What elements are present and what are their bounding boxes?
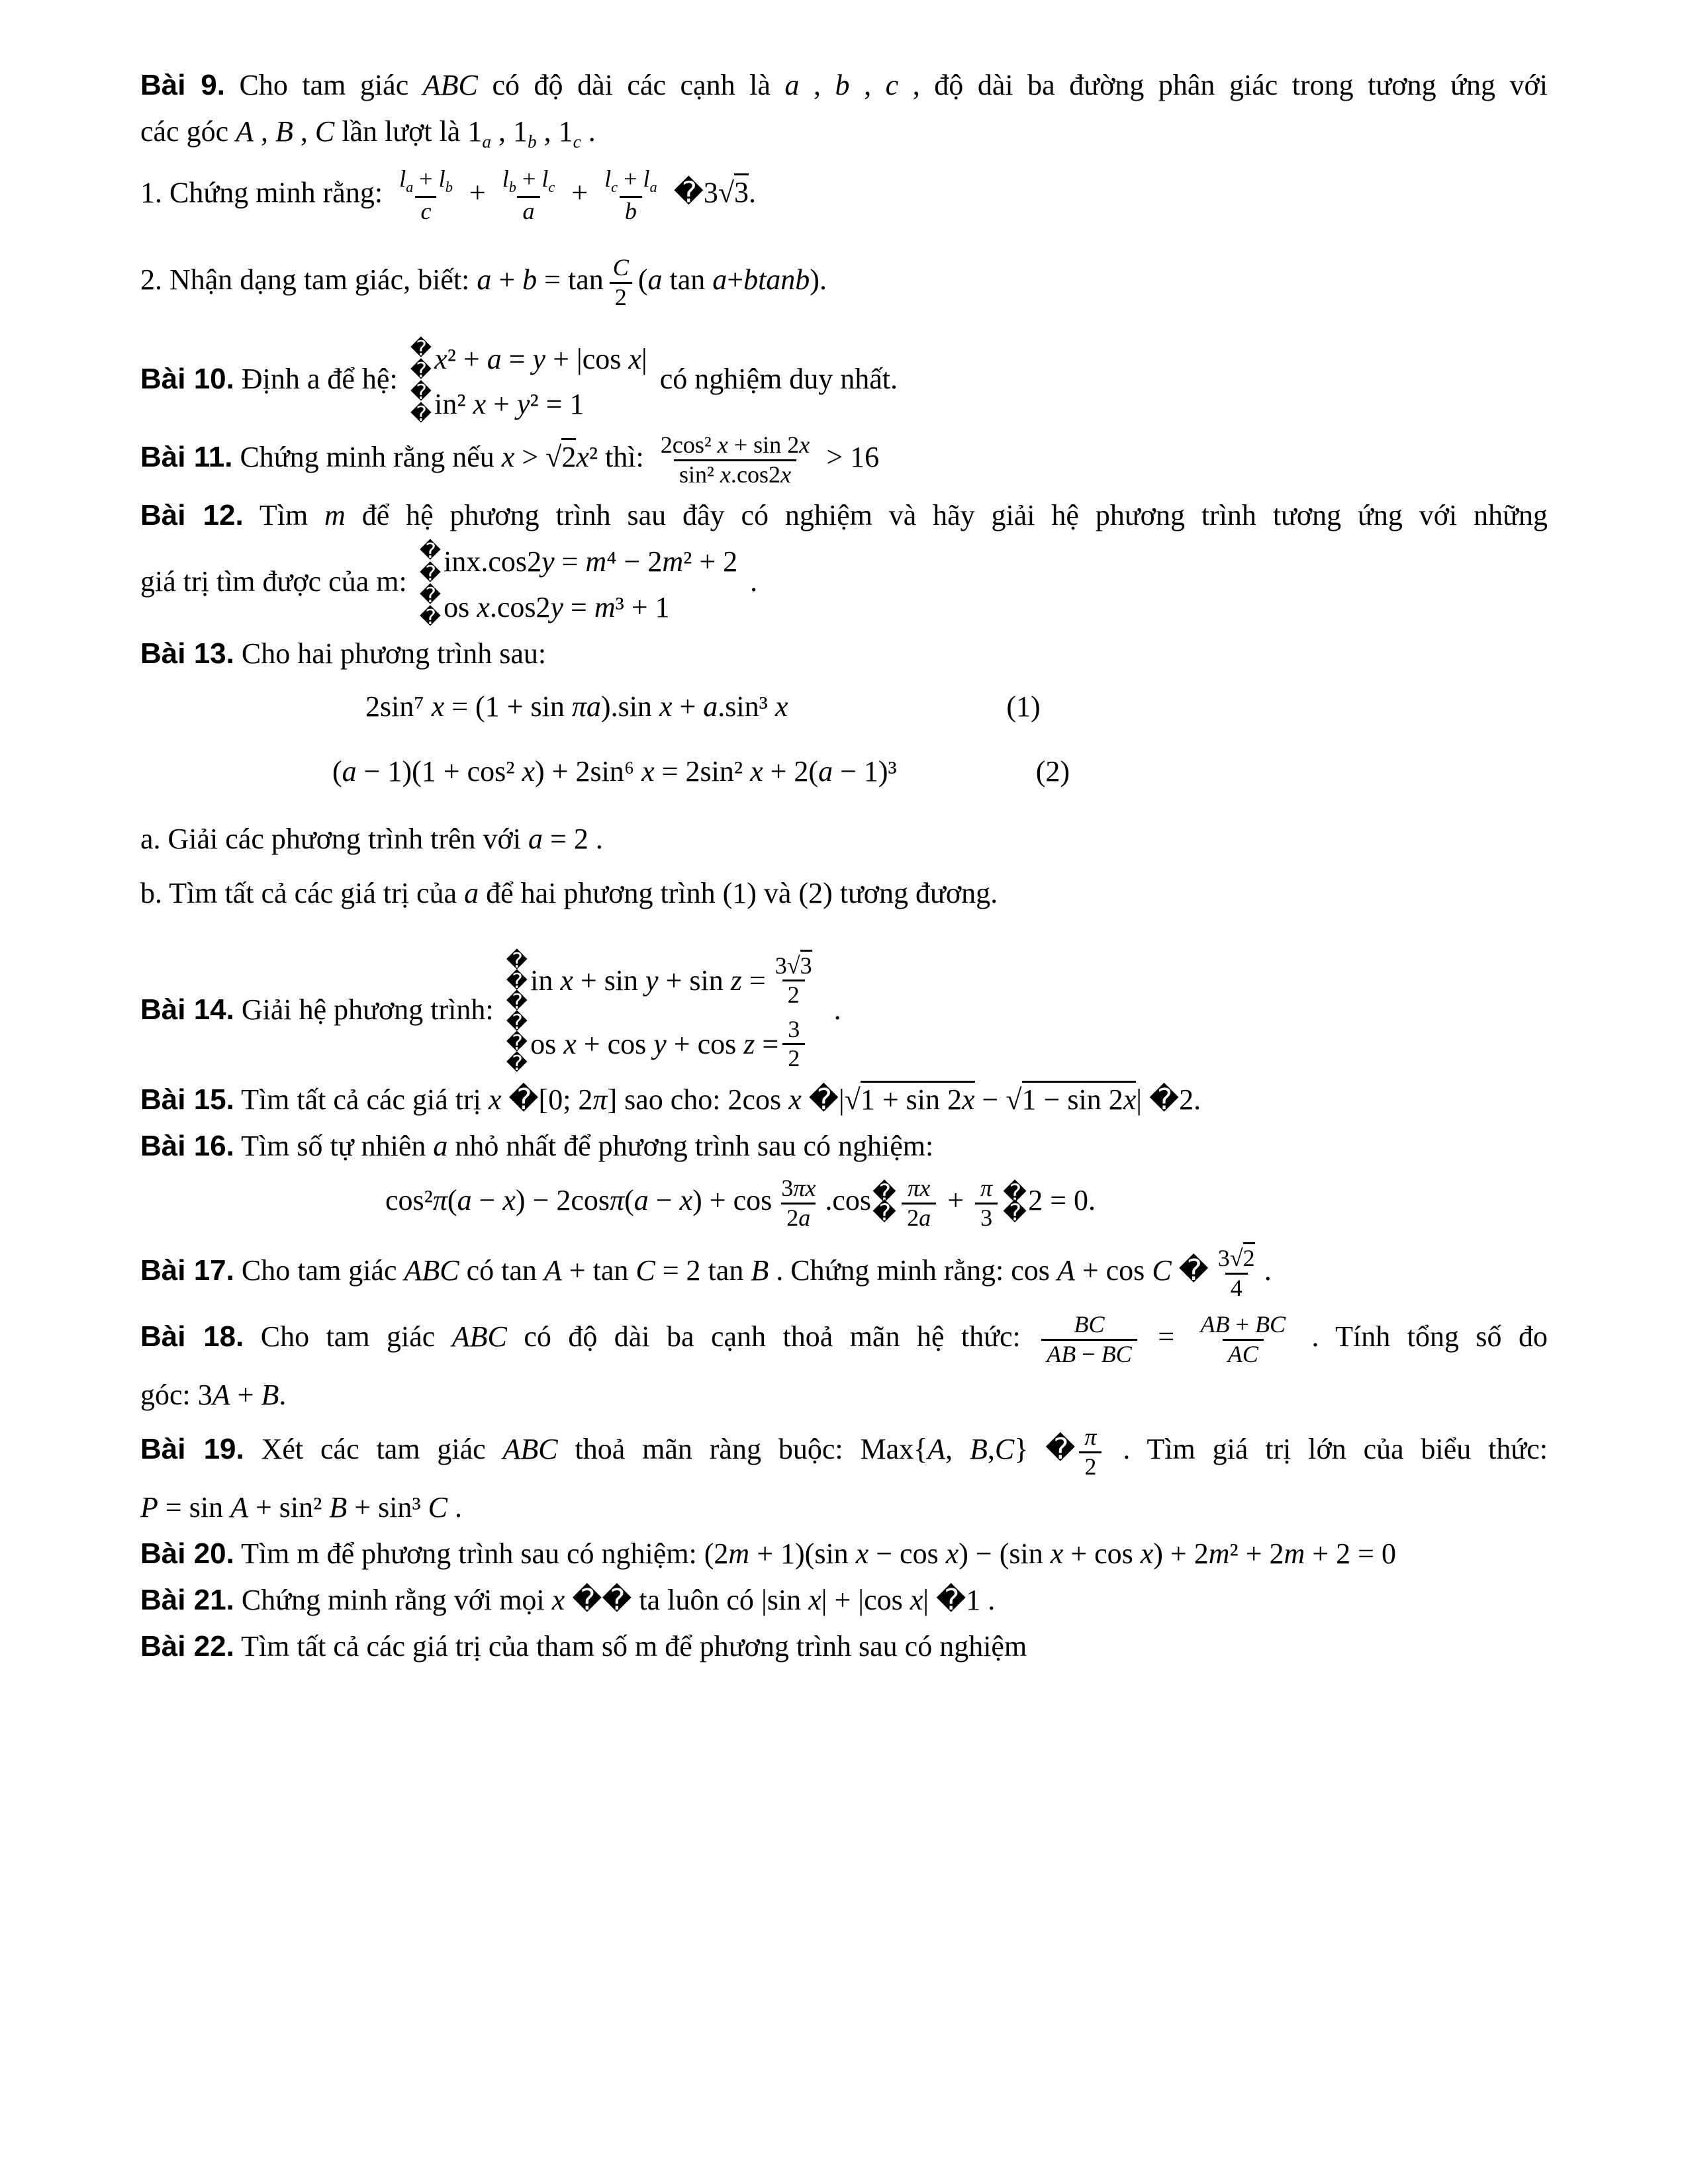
fraction-numerator	[776, 1175, 821, 1202]
document-body	[140, 66, 1548, 1666]
body-text: có nghiệm duy nhất.	[652, 363, 898, 396]
math-expression: in x + sin y + sin z =	[530, 964, 766, 997]
system-rows	[444, 543, 737, 626]
fraction-numerator	[902, 1175, 935, 1202]
radicand: 1 + sin 2x	[861, 1081, 975, 1116]
math-expression: sin² x.cos2x	[679, 461, 792, 488]
missing-glyph: �	[410, 337, 432, 361]
bai10	[140, 337, 1548, 426]
body-text: , độ dài ba đường phân giác trong tương ứng với	[898, 69, 1548, 101]
body-text: . Tính tổng số đo	[1295, 1320, 1548, 1353]
fraction-numerator	[599, 165, 663, 196]
fraction-numerator	[770, 952, 818, 979]
math-expression: (2m + 1)(sin x − cos x) − (sin x + cos x) + 2m² + 2m + 2 = 0	[704, 1537, 1396, 1570]
subscript: c	[548, 179, 555, 196]
system-row	[444, 543, 737, 581]
body-text: ,	[799, 69, 835, 101]
missing-glyph: �	[506, 990, 528, 1013]
body-text: .	[743, 565, 758, 598]
fraction	[776, 1175, 821, 1232]
math-expression: $1_a$ , $1_b$ , $1_c$	[467, 115, 581, 152]
problem-label: Bài 19.	[140, 1433, 244, 1466]
body-text: Định a để hệ:	[234, 363, 405, 396]
math-expression: os x.cos2y = m³ + 1	[444, 590, 670, 623]
fraction-numerator	[394, 165, 458, 196]
radical-sign: √	[844, 1083, 861, 1116]
fraction-numerator	[655, 432, 816, 459]
math-expression: =	[1141, 1320, 1192, 1353]
body-text: Chứng minh rằng nếu	[232, 441, 502, 474]
missing-glyph: �	[872, 1180, 897, 1206]
math-expression: a	[433, 1130, 448, 1163]
bai19-line1	[140, 1424, 1548, 1480]
body-text: .	[581, 115, 596, 148]
body-text: 1. Chứng minh rằng:	[140, 176, 391, 209]
math-expression: a	[784, 69, 800, 101]
math-expression: a = 2	[528, 822, 588, 855]
equation-system	[506, 949, 821, 1075]
math-expression: 2 = 0.	[1028, 1184, 1096, 1217]
system-row	[530, 952, 821, 1009]
body-text: a. Giải các phương trình trên với	[140, 822, 528, 855]
math-expression: ABC	[502, 1433, 558, 1466]
sqrt-expression	[718, 173, 749, 208]
body-text: Cho tam giác	[234, 1254, 404, 1287]
missing-glyph: �	[506, 949, 528, 972]
radicand: 3	[800, 950, 812, 979]
math-expression: π	[980, 1175, 993, 1202]
fraction-denominator	[674, 459, 796, 488]
radicand: 1 − sin 2x	[1022, 1081, 1137, 1116]
math-expression: cos A + cos C �	[1011, 1254, 1209, 1287]
fraction-denominator	[415, 196, 436, 225]
problem-label: Bài 10.	[140, 363, 234, 396]
bai9-item1	[140, 165, 1548, 225]
subscript: c	[611, 179, 618, 196]
math-expression: B	[275, 115, 293, 148]
math-expression: C	[314, 115, 335, 148]
sqrt-expression	[845, 1081, 975, 1116]
body-text: Cho hai phương trình sau:	[234, 637, 547, 670]
system-row	[434, 385, 647, 424]
system-brace	[410, 337, 432, 426]
body-text: Giải hệ phương trình:	[234, 993, 501, 1026]
math-expression: 2a	[907, 1204, 931, 1231]
problem-label: Bài 20.	[140, 1537, 234, 1570]
radicand: 2	[1243, 1242, 1255, 1271]
math-expression: A	[236, 115, 254, 148]
bai9-line1	[140, 66, 1548, 105]
fraction	[902, 1175, 936, 1232]
problem-label: Bài 18.	[140, 1320, 244, 1353]
fraction-numerator	[1195, 1311, 1291, 1338]
math-expression: a + b = tan	[477, 263, 604, 296]
body-text: ,	[254, 115, 276, 148]
body-text: nhỏ nhất để phương trình sau có nghiệm:	[447, 1130, 934, 1163]
body-text: để hệ phương trình sau đây có nghiệm và hãy giải hệ phương trình tương ứng với những	[345, 499, 1548, 532]
problem-label: Bài 9.	[140, 69, 225, 101]
body-text: thoả mãn ràng buộc:	[557, 1433, 861, 1466]
math-expression: b	[624, 197, 637, 224]
bai12-line1	[140, 496, 1548, 535]
body-text: Tìm m để phương trình sau có nghiệm:	[234, 1537, 704, 1570]
math-expression: $l_c + l_a$	[604, 165, 657, 196]
math-expression: 2	[614, 283, 627, 310]
body-text: góc:	[140, 1379, 198, 1411]
math-expression: c	[885, 69, 899, 101]
radical-sign: √	[786, 952, 800, 979]
math-expression: 3√2	[1218, 1242, 1255, 1271]
radical-sign: √	[545, 441, 562, 474]
math-expression: a	[464, 876, 479, 909]
math-expression: AC	[1227, 1340, 1258, 1367]
fraction-denominator	[610, 282, 632, 311]
math-expression: |sin x| + |cos x| �1	[761, 1584, 981, 1617]
math-expression: ABC	[404, 1254, 459, 1287]
fraction-denominator	[1223, 1339, 1264, 1368]
math-expression: os x + cos y + cos z =	[530, 1027, 779, 1060]
body-text: thì:	[598, 441, 651, 474]
equation-system	[419, 539, 738, 629]
body-text: Tìm tất cả các giá trị	[234, 1083, 489, 1116]
math-expression: a	[522, 197, 535, 224]
fraction-denominator	[1079, 1451, 1102, 1480]
system-row	[444, 588, 737, 627]
body-text: Tìm	[243, 499, 325, 532]
body-text: . Chứng minh rằng:	[769, 1254, 1011, 1287]
math-expression: 3πx	[781, 1175, 816, 1202]
fraction	[394, 165, 458, 225]
bai12-line2	[140, 539, 1548, 629]
fraction	[497, 165, 561, 225]
problem-label: Bài 13.	[140, 637, 234, 670]
math-expression: 2a	[786, 1204, 811, 1231]
bai14	[140, 949, 1548, 1075]
subscript: a	[649, 179, 657, 196]
fraction-denominator	[1225, 1273, 1248, 1302]
bai11	[140, 432, 1548, 488]
missing-glyph: �	[872, 1200, 897, 1226]
missing-glyph: �	[419, 539, 442, 563]
body-text: .	[980, 1584, 996, 1617]
bai22	[140, 1627, 1548, 1666]
body-text: . Tìm giá trị lớn của biểu thức:	[1105, 1433, 1548, 1466]
bai13-eq2	[140, 752, 1548, 791]
fraction-denominator	[782, 1043, 805, 1072]
math-expression: (a tan a+btanb).	[637, 263, 827, 296]
bai13-a	[140, 820, 1548, 858]
sqrt-expression	[545, 438, 576, 473]
broken-glyph-column	[1003, 1180, 1027, 1226]
body-text: Chứng minh rằng với mọi	[234, 1584, 552, 1617]
math-expression: $l_b + l_c$	[502, 165, 555, 196]
math-expression: in² x + y² = 1	[434, 388, 585, 421]
math-expression: 2cos² x + sin 2x	[660, 432, 810, 459]
body-text: b. Tìm tất cả các giá trị của	[140, 876, 465, 909]
system-brace	[419, 539, 442, 629]
body-text: .	[1264, 1254, 1272, 1287]
fraction-numerator	[1079, 1424, 1102, 1451]
body-text: ta luôn có	[632, 1584, 761, 1617]
broken-glyph-column	[872, 1180, 897, 1226]
bai13-head	[140, 635, 1548, 673]
math-expression: cos²π(a − x) − 2cosπ(a − x) + cos	[385, 1184, 773, 1217]
missing-glyph: �	[1003, 1200, 1027, 1226]
bai17	[140, 1245, 1548, 1302]
fraction-denominator	[975, 1203, 998, 1232]
problem-label: Bài 17.	[140, 1254, 234, 1287]
problem-label: Bài 11.	[140, 441, 233, 474]
math-expression: x² + a = y + |cos x|	[434, 343, 647, 376]
math-expression: ABC	[451, 1320, 507, 1353]
subscript: c	[573, 131, 581, 152]
math-expression: inx.cos2y = m⁴ − 2m² + 2	[444, 545, 738, 578]
math-expression: AB − BC	[1047, 1340, 1132, 1367]
fraction-denominator	[781, 1203, 816, 1232]
subscript: b	[508, 179, 516, 196]
math-expression: > 16	[819, 441, 880, 474]
math-expression: tan A + tan C = 2 tan B	[501, 1254, 769, 1287]
math-expression: AB + BC	[1200, 1311, 1286, 1338]
problem-label: Bài 14.	[140, 993, 234, 1026]
sqrt-expression	[1230, 1242, 1255, 1271]
system-row	[434, 340, 647, 379]
fraction-denominator	[517, 196, 539, 225]
bai13-b	[140, 874, 1548, 913]
math-expression: πx	[908, 1175, 931, 1202]
math-expression: 2cos x �|√1 + sin 2x − √1 − sin 2x| �2.	[728, 1081, 1201, 1116]
math-expression: x �[0; 2π]	[488, 1083, 618, 1116]
fraction-numerator	[975, 1175, 998, 1202]
fraction-denominator	[1041, 1339, 1137, 1368]
math-expression: 2	[1084, 1453, 1097, 1480]
subscript: a	[406, 179, 414, 196]
missing-glyph: �	[419, 583, 442, 607]
math-expression: .cos	[825, 1184, 872, 1217]
math-expression: +	[564, 176, 596, 209]
fraction-numerator	[1213, 1245, 1260, 1272]
math-expression: �3√3.	[667, 173, 756, 208]
missing-glyph: �	[506, 1011, 528, 1034]
body-text: có độ dài ba cạnh thoả mãn hệ thức:	[506, 1320, 1038, 1353]
body-text: Xét các tam giác	[244, 1433, 503, 1466]
math-expression: P = sin A + sin² B + sin³ C .	[140, 1491, 462, 1524]
body-text: sao cho:	[617, 1083, 728, 1116]
body-text: ,	[849, 69, 886, 101]
body-text: 2. Nhận dạng tam giác, biết:	[140, 263, 477, 296]
bai16-head	[140, 1127, 1548, 1165]
math-expression: Max{A, B,C} �	[860, 1433, 1076, 1466]
math-expression: 4	[1230, 1274, 1243, 1301]
fraction	[608, 254, 634, 311]
fraction	[655, 432, 816, 488]
missing-glyph: �	[1003, 1180, 1027, 1206]
missing-glyph: �	[410, 402, 432, 426]
math-expression: +	[940, 1184, 972, 1217]
fraction	[1079, 1424, 1102, 1480]
body-text: các góc	[140, 115, 236, 148]
radicand: 3	[734, 173, 749, 208]
math-expression: C	[612, 254, 629, 281]
math-expression: 2	[788, 1045, 800, 1072]
problem-label: Bài 22.	[140, 1630, 234, 1663]
fraction	[599, 165, 663, 225]
fraction	[1213, 1245, 1260, 1302]
math-expression: b	[835, 69, 850, 101]
radicand: 2	[561, 438, 576, 473]
bai21	[140, 1581, 1548, 1619]
math-expression: BC	[1074, 1311, 1105, 1338]
math-expression: +	[461, 176, 493, 209]
bai13-eq1	[140, 688, 1548, 726]
body-text: giá trị tìm được của m:	[140, 565, 414, 598]
math-expression: c	[420, 197, 432, 224]
problem-label: Bài 21.	[140, 1584, 234, 1617]
radical-sign: √	[718, 176, 734, 209]
missing-glyph: �	[419, 561, 442, 585]
missing-glyph: �	[410, 381, 432, 404]
math-expression: 3	[788, 1015, 800, 1042]
body-text: có	[459, 1254, 502, 1287]
fraction	[975, 1175, 998, 1232]
missing-glyph: �	[506, 1031, 528, 1054]
subscript: b	[527, 131, 537, 152]
math-expression: (a − 1)(1 + cos² x) + 2sin⁶ x = 2sin² x + 2(a − 1)³	[332, 754, 897, 788]
problem-label: Bài 15.	[140, 1083, 234, 1116]
math-expression: x > √2x²	[502, 438, 598, 473]
math-expression: ABC	[422, 69, 478, 101]
missing-glyph: �	[419, 605, 442, 629]
missing-glyph: �	[506, 1052, 528, 1075]
radical-sign: √	[1006, 1083, 1022, 1116]
bai18-line1	[140, 1311, 1548, 1368]
body-text: .	[826, 993, 841, 1026]
system-row	[530, 1016, 821, 1073]
sqrt-expression	[1006, 1081, 1136, 1116]
math-expression: 3√3	[775, 950, 812, 979]
equation-system	[410, 337, 647, 426]
fraction-numerator	[497, 165, 561, 196]
body-text: Cho tam giác	[224, 69, 423, 101]
body-text: (2)	[1035, 754, 1070, 788]
bai15	[140, 1081, 1548, 1119]
math-expression: π	[1084, 1424, 1097, 1451]
body-text: lần lượt là	[334, 115, 468, 148]
body-text: (1)	[1006, 690, 1041, 723]
bai18-line2	[140, 1376, 1548, 1414]
bai19-line2	[140, 1488, 1548, 1527]
body-text: ,	[293, 115, 315, 148]
body-text: Tìm số tự nhiên	[234, 1130, 434, 1163]
body-text: Tìm tất cả các giá trị của tham số m để phương trình sau có nghiệm	[234, 1630, 1027, 1663]
sqrt-expression	[787, 950, 812, 979]
fraction	[1041, 1311, 1137, 1368]
bai9-line2	[140, 113, 1548, 154]
system-brace	[506, 949, 528, 1075]
system-rows	[434, 340, 647, 424]
subscript: b	[445, 179, 453, 196]
bai16-eq	[140, 1175, 1548, 1232]
body-text: có độ dài các cạnh là	[477, 69, 785, 101]
body-text: để hai phương trình (1) và (2) tương đương.	[479, 876, 998, 909]
math-expression: 3	[980, 1204, 993, 1231]
body-text: Cho tam giác	[244, 1320, 452, 1353]
math-expression: 2sin⁷ x = (1 + sin πa).sin x + a.sin³ x	[365, 690, 788, 723]
bai9-item2	[140, 254, 1548, 311]
fraction-numerator	[608, 254, 634, 281]
fraction-denominator	[782, 979, 805, 1009]
math-expression: 3A + B.	[197, 1379, 287, 1411]
missing-glyph: �	[410, 359, 432, 383]
missing-glyph: �	[506, 970, 528, 993]
fraction	[770, 952, 818, 1009]
subscript: a	[482, 131, 491, 152]
fraction-numerator	[782, 1016, 805, 1043]
problem-label: Bài 12.	[140, 499, 244, 532]
math-expression: $l_a + l_b$	[399, 165, 453, 196]
body-text: .	[588, 822, 603, 855]
fraction	[782, 1016, 805, 1073]
radical-sign: √	[1229, 1245, 1243, 1272]
problem-label: Bài 16.	[140, 1130, 234, 1163]
math-expression: 2	[787, 981, 800, 1009]
fraction-denominator	[620, 196, 642, 225]
fraction-numerator	[1068, 1311, 1109, 1338]
bai20	[140, 1535, 1548, 1573]
fraction	[1195, 1311, 1291, 1368]
math-expression: m	[324, 499, 346, 532]
math-expression: x ��	[551, 1584, 632, 1617]
fraction-denominator	[902, 1203, 936, 1232]
system-rows	[530, 952, 821, 1073]
